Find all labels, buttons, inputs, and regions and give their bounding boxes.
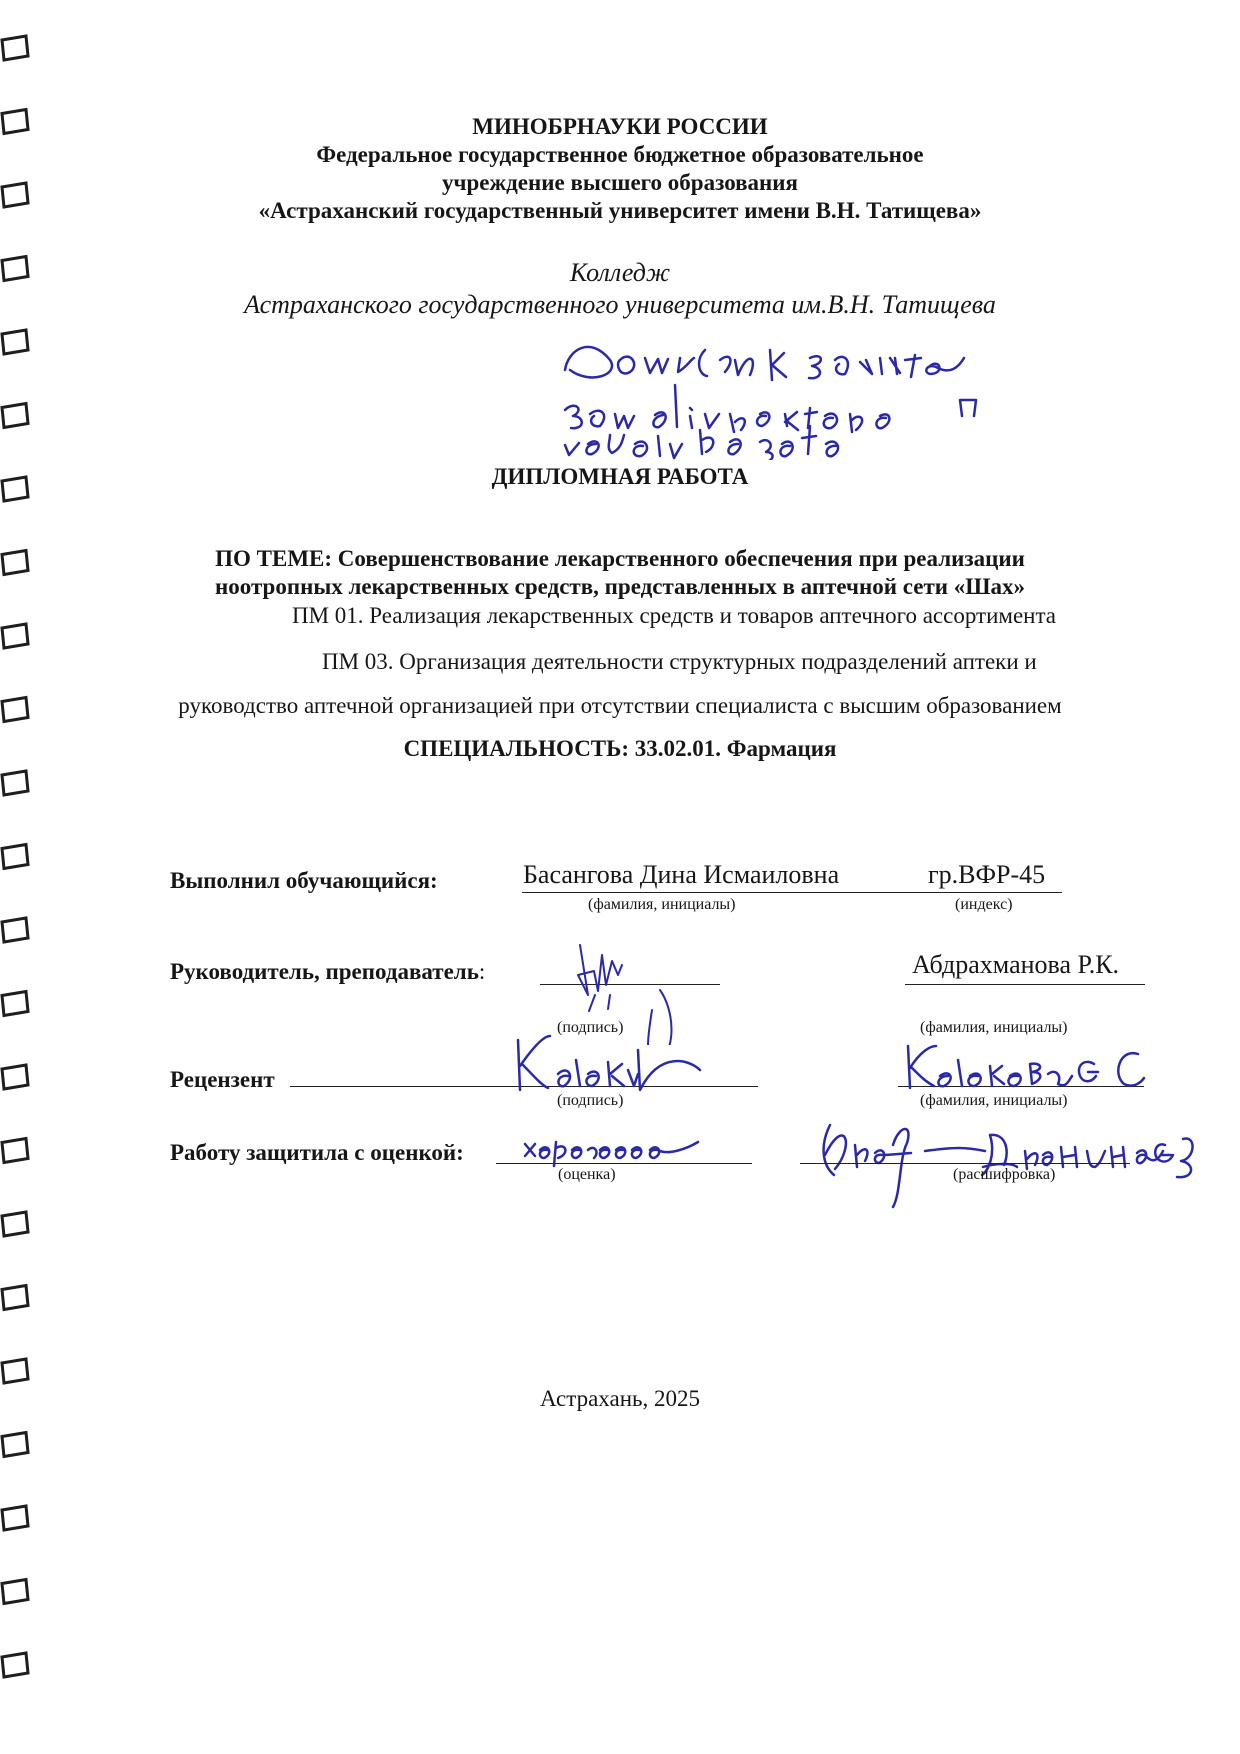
approval-handwriting (560, 330, 1080, 460)
student-underline (522, 892, 1062, 893)
binding-hole (2, 1433, 28, 1457)
defense-grade-handwritten (520, 1128, 720, 1168)
college-line-2: Астраханского государственного университета им.В.Н. Татищева (244, 290, 996, 319)
defense-grade-caption: (оценка) (558, 1166, 616, 1183)
reviewer-signature-caption: (подпись) (557, 1092, 624, 1109)
supervisor-name-line (905, 984, 1145, 985)
topic-line-1: ПО ТЕМЕ: Совершенствование лекарственного обеспечения при реализации (215, 546, 1025, 571)
supervisor-name: Абдрахманова Р.К. (912, 950, 1120, 979)
institution-line-1: Федеральное государственное бюджетное образовательное (316, 142, 924, 167)
binding-hole (2, 918, 28, 942)
binding-hole (2, 1212, 28, 1236)
reviewer-signature (508, 1030, 708, 1100)
reviewer-name-line (898, 1086, 1144, 1087)
binding-hole (2, 1506, 28, 1530)
reviewer-label: Рецензент (170, 1067, 275, 1092)
binding-hole (2, 1653, 28, 1677)
ministry-heading: МИНОБРНАУКИ РОССИИ (472, 114, 768, 139)
binding-hole (2, 1580, 28, 1604)
supervisor-signature-caption: (подпись) (557, 1019, 624, 1036)
binding-hole (2, 845, 28, 869)
reviewer-signature-line (290, 1086, 758, 1087)
topic-line-2: ноотропных лекарственных средств, представленных в аптечной сети «Шах» (215, 574, 1025, 599)
city-year: Астрахань, 2025 (540, 1386, 700, 1411)
supervisor-signature-line (540, 984, 720, 985)
binding-hole (2, 1139, 28, 1163)
supervisor-label: Руководитель, преподаватель: (170, 959, 486, 984)
reviewer-name-caption: (фамилия, инициалы) (920, 1092, 1068, 1109)
binding-hole (2, 624, 28, 648)
defense-label: Работу защитила с оценкой: (170, 1140, 464, 1165)
defense-chair-signature (815, 1115, 1235, 1215)
defense-decode-line (800, 1163, 1130, 1164)
binding-hole (2, 1359, 28, 1383)
work-type-heading: ДИПЛОМНАЯ РАБОТА (491, 464, 749, 489)
defense-grade-line (496, 1163, 752, 1164)
student-group: гр.ВФР-45 (928, 860, 1046, 889)
binding-hole (2, 330, 28, 354)
reviewer-name-handwritten (898, 1038, 1198, 1098)
binding-hole (2, 36, 28, 60)
module-pm03-line-1: ПМ 03. Организация деятельности структурных подразделений аптеки и (322, 649, 1037, 674)
binding-hole (2, 1286, 28, 1310)
binding-hole (2, 771, 28, 795)
student-name-caption: (фамилия, инициалы) (588, 896, 736, 913)
binding-hole (2, 992, 28, 1016)
university-name: «Астраханский государственный университет имени В.Н. Татищева» (258, 198, 982, 223)
student-name: Басангова Дина Исмаиловна (523, 860, 840, 889)
institution-line-2: учреждение высшего образования (442, 170, 798, 195)
defense-decode-caption: (расшифровка) (953, 1166, 1056, 1183)
module-pm01: ПМ 01. Реализация лекарственных средств и товаров аптечного ассортимента (292, 603, 1057, 628)
binding-hole (2, 1065, 28, 1089)
specialty-heading: СПЕЦИАЛЬНОСТЬ: 33.02.01. Фармация (403, 736, 837, 761)
supervisor-name-caption: (фамилия, инициалы) (920, 1019, 1068, 1036)
student-label: Выполнил обучающийся: (170, 868, 438, 893)
college-line-1: Колледж (569, 258, 671, 287)
binding-hole (2, 404, 28, 428)
module-pm03-line-2: руководство аптечной организацией при отсутствии специалиста с высшим образованием (178, 693, 1062, 718)
student-group-caption: (индекс) (955, 896, 1013, 913)
